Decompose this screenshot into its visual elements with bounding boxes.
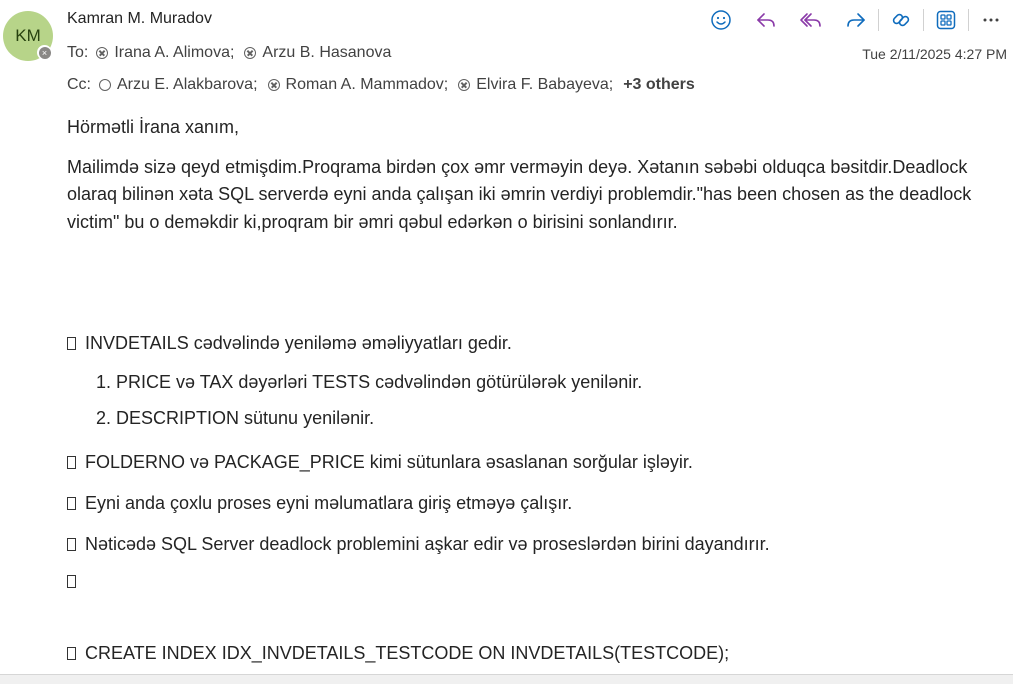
- presence-busy-icon: [244, 47, 256, 59]
- toolbar-divider: [923, 9, 924, 31]
- bullet-text: FOLDERNO və PACKAGE_PRICE kimi sütunlara əsaslanan sorğular işləyir.: [85, 452, 693, 472]
- recipient-chip[interactable]: [458, 76, 613, 94]
- ordered-list-item: 2. DESCRIPTION sütunu yenilənir.: [96, 408, 375, 428]
- apps-icon: [935, 9, 957, 31]
- more-actions-button[interactable]: [975, 6, 1007, 34]
- presence-offline-icon: ×: [39, 47, 51, 59]
- list-item: [67, 333, 512, 354]
- apps-button[interactable]: [930, 6, 962, 34]
- presence-badge: [37, 45, 52, 60]
- presence-busy-icon: [268, 79, 280, 91]
- sender-name[interactable]: Kamran M. Muradov: [67, 10, 212, 27]
- cc-row: [67, 76, 695, 94]
- recipient-chip[interactable]: [268, 76, 449, 94]
- loop-icon: [890, 9, 912, 31]
- greeting: Hörmətli İrana xanım,: [67, 117, 240, 137]
- avatar[interactable]: KM: [3, 11, 53, 61]
- missing-glyph-icon: [67, 575, 76, 588]
- more-recipients-link[interactable]: +3 others: [623, 76, 695, 93]
- loop-button[interactable]: [885, 6, 917, 34]
- recipient-name: Irana A. Alimova;: [114, 44, 235, 61]
- horizontal-scrollbar[interactable]: [0, 674, 1013, 684]
- presence-busy-icon: [96, 47, 108, 59]
- reply-button[interactable]: [750, 6, 782, 34]
- reply-all-icon: [799, 9, 823, 31]
- list-item: [67, 643, 729, 664]
- presence-busy-icon: [458, 79, 470, 91]
- forward-icon: [845, 9, 867, 31]
- message-body: [67, 114, 992, 236]
- bullet-text: CREATE INDEX IDX_INVDETAILS_TESTCODE ON INVDETAILS(TESTCODE);: [85, 643, 730, 663]
- toolbar-divider: [968, 9, 969, 31]
- missing-glyph-icon: [67, 456, 76, 469]
- recipient-name: Arzu B. Hasanova: [262, 44, 392, 61]
- sender-avatar-wrap[interactable]: [3, 11, 53, 61]
- recipient-chip[interactable]: [96, 44, 234, 62]
- bullet-text: INVDETAILS cədvəlində yeniləmə əməliyyatları gedir.: [85, 333, 512, 353]
- list-item: [67, 493, 572, 514]
- emoji-button[interactable]: [705, 6, 737, 34]
- missing-glyph-icon: [67, 497, 76, 510]
- to-label: To:: [67, 44, 89, 61]
- reply-icon: [755, 9, 777, 31]
- missing-glyph-icon: [67, 538, 76, 551]
- ordered-list-item: 1. PRICE və TAX dəyərləri TESTS cədvəlindən götürülərək yenilənir.: [96, 372, 643, 392]
- to-row: [67, 44, 401, 62]
- recipient-name: Arzu E. Alakbarova;: [117, 76, 258, 93]
- more-icon: [980, 9, 1002, 31]
- cc-label: Cc:: [67, 76, 91, 93]
- presence-offline-icon: [99, 79, 111, 91]
- recipient-name: Elvira F. Babayeva;: [476, 76, 614, 93]
- emoji-icon: [710, 9, 732, 31]
- sent-date: Tue 2/11/2025 4:27 PM: [862, 46, 1007, 62]
- missing-glyph-icon: [67, 337, 76, 350]
- message-toolbar: [692, 6, 1007, 34]
- list-item: [67, 452, 693, 473]
- list-item: [67, 575, 85, 588]
- toolbar-divider: [878, 9, 879, 31]
- recipient-chip[interactable]: [99, 76, 258, 94]
- body-paragraph: Mailimdə sizə qeyd etmişdim.Proqrama birdən çox əmr verməyin deyə. Xətanın səbəbi olduqca bəsitdir.Deadlock olaraq bilinən xəta SQL serverdə eyni anda çalışan iki əmrin verdiyi problemdir."has been chosen as the deadlock victim" bu o deməkdir ki,proqram bir əmri qəbul edərkən o birisini sonlandırır.: [67, 156, 972, 232]
- recipient-name: Roman A. Mammadov;: [285, 76, 449, 93]
- missing-glyph-icon: [67, 647, 76, 660]
- reply-all-button[interactable]: [795, 6, 827, 34]
- recipient-chip[interactable]: [244, 44, 391, 62]
- bullet-text: Eyni anda çoxlu proses eyni məlumatlara giriş etməyə çalışır.: [85, 493, 573, 513]
- forward-button[interactable]: [840, 6, 872, 34]
- bullet-text: Nəticədə SQL Server deadlock problemini aşkar edir və proseslərdən birini dayandırır.: [85, 534, 770, 554]
- list-item: [67, 534, 770, 555]
